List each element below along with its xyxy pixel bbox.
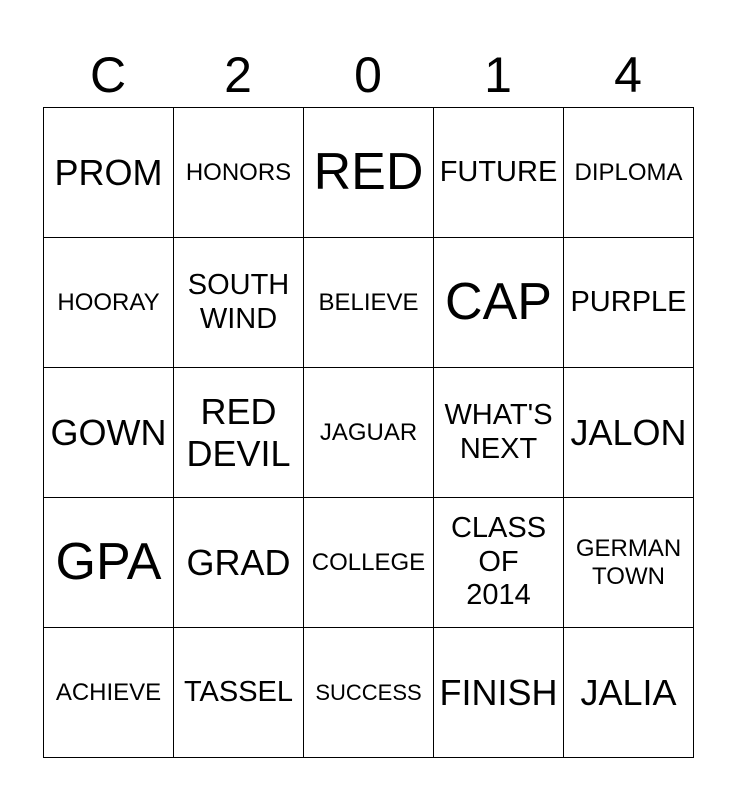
- bingo-cell[interactable]: HONORS: [174, 108, 304, 238]
- bingo-cell[interactable]: PURPLE: [564, 238, 694, 368]
- bingo-cell[interactable]: JAGUAR: [304, 368, 434, 498]
- header-letter: 2: [224, 47, 252, 103]
- bingo-cell[interactable]: HOORAY: [44, 238, 174, 368]
- bingo-cell[interactable]: JALON: [564, 368, 694, 498]
- bingo-cell[interactable]: GRAD: [174, 498, 304, 628]
- bingo-cell[interactable]: WHAT'S NEXT: [434, 368, 564, 498]
- header-letter: 4: [614, 47, 642, 103]
- bingo-cell[interactable]: FINISH: [434, 628, 564, 758]
- bingo-cell[interactable]: ACHIEVE: [44, 628, 174, 758]
- bingo-cell[interactable]: FUTURE: [434, 108, 564, 238]
- bingo-cell[interactable]: SUCCESS: [304, 628, 434, 758]
- bingo-cell[interactable]: SOUTH WIND: [174, 238, 304, 368]
- bingo-cell[interactable]: PROM: [44, 108, 174, 238]
- bingo-cell[interactable]: COLLEGE: [304, 498, 434, 628]
- bingo-cell[interactable]: JALIA: [564, 628, 694, 758]
- bingo-header: [43, 44, 693, 106]
- bingo-cell[interactable]: TASSEL: [174, 628, 304, 758]
- header-letter: 1: [484, 47, 512, 103]
- bingo-cell[interactable]: GERMAN TOWN: [564, 498, 694, 628]
- bingo-cell[interactable]: RED DEVIL: [174, 368, 304, 498]
- bingo-cell[interactable]: GPA: [44, 498, 174, 628]
- header-letter: C: [89, 47, 127, 103]
- bingo-cell[interactable]: BELIEVE: [304, 238, 434, 368]
- bingo-board: [43, 107, 694, 758]
- bingo-cell[interactable]: CAP: [434, 238, 564, 368]
- bingo-cell[interactable]: GOWN: [44, 368, 174, 498]
- bingo-cell[interactable]: RED: [304, 108, 434, 238]
- header-letter: 0: [354, 47, 382, 103]
- bingo-cell[interactable]: CLASS OF 2014: [434, 498, 564, 628]
- bingo-cell[interactable]: DIPLOMA: [564, 108, 694, 238]
